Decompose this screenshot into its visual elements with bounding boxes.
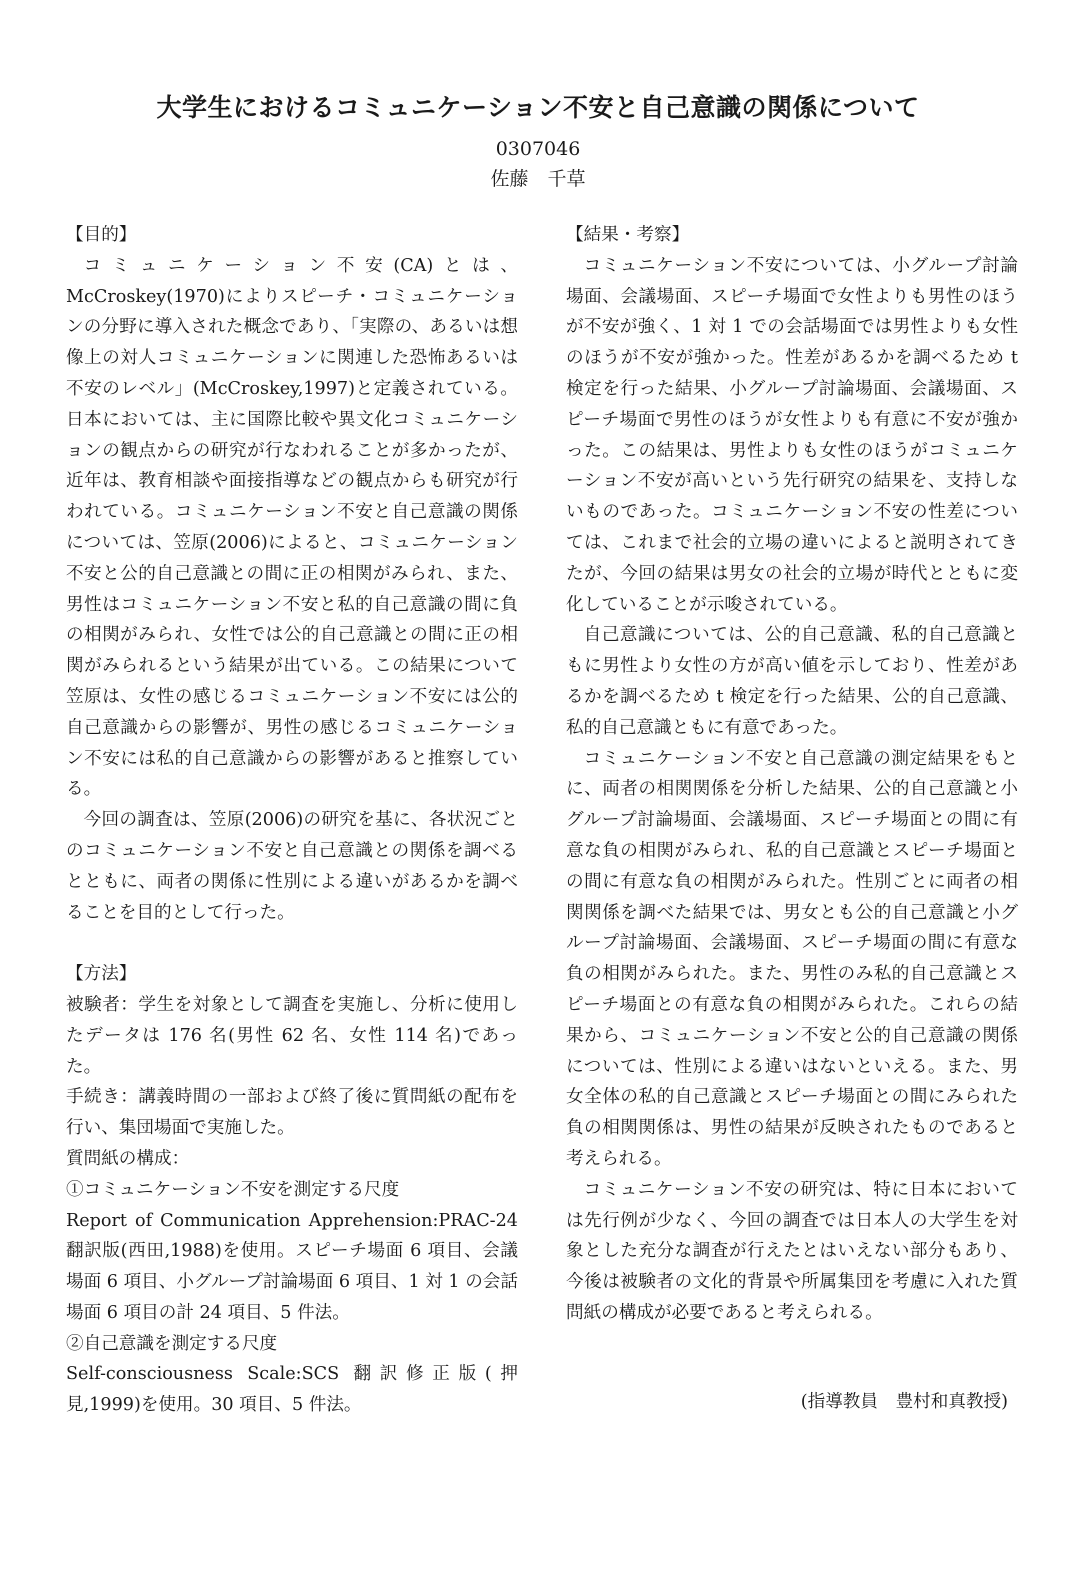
method-subjects: 被験者：学生を対象として調査を実施し、分析に使用したデータは 176 名(男性 62 名、女性 114 名)であった。 [66, 994, 518, 1077]
purpose-heading: 【目的】 [66, 225, 137, 245]
method-procedure: 手続き：講義時間の一部および終了後に質問紙の配布を行い、集団場面で実施した。 [66, 1087, 518, 1139]
results-paragraph: コミュニケーション不安の研究は、特に日本においては先行例が少なく、今回の調査では日本人の大学生を対象とした充分な調査が行えたとはいえない部分もあり、今後は被験者の文化的背景や所属集団を考慮に入れた質問紙の構成が必要であると考えられる。 [566, 1179, 1018, 1323]
method-scale-scs-label: ②自己意識を測定する尺度 [66, 1333, 278, 1354]
method-scale-ca-detail: Report of Communication Apprehension:PRAC-24 翻訳版(西田,1988)を使用。スピーチ場面 6 項目、会議場面 6 項目、小グループ討論場面 6 項目、1 対 1 の会話場面 6 項目の計 24 項目、5 件法。 [66, 1210, 518, 1323]
results-paragraph: 自己意識については、公的自己意識、私的自己意識ともに男性より女性の方が高い値を示しており、性差があるかを調べるため t 検定を行った結果、公的自己意識、私的自己意識ともに有意であった。 [566, 625, 1018, 738]
results-paragraph: コミュニケーション不安については、小グループ討論場面、会議場面、スピーチ場面で女性よりも男性のほうが不安が強く、1 対 1 での会話場面では男性よりも女性のほうが不安が強かった。性差があるかを調べるため t 検定を行った結果、小グループ討論場面、会議場面、スピーチ場面で男性のほうが女性よりも有意に不安が強かった。この結果は、男性よりも女性のほうがコミュニケーション不安が高いという先行研究の結果を、支持しないものであった。コミュニケーション不安の性差については、これまで社会的立場の違いによると説明されてきたが、今回の結果は男女の社会的立場が時代とともに変化していることが示唆されている。 [566, 255, 1018, 615]
method-scale-ca-label: ①コミュニケーション不安を測定する尺度 [66, 1179, 400, 1200]
method-heading: 【方法】 [66, 964, 137, 985]
results-paragraph: コミュニケーション不安と自己意識の測定結果をもとに、両者の相関関係を分析した結果、公的自己意識と小グループ討論場面、会議場面、スピーチ場面との間に有意な負の相関がみられ、私的自己意識とスピーチ場面との間に有意な負の相関がみられた。性別ごとに両者の相関関係を調べた結果では、男女とも公的自己意識と小グループ討論場面、会議場面、スピーチ場面の間に有意な負の相関がみられた。また、男性のみ私的自己意識とスピーチ場面との有意な負の相関がみられた。これらの結果から、コミュニケーション不安と公的自己意識の関係については、性別による違いはないといえる。また、男女全体の私的自己意識とスピーチ場面との間にみられた負の相関関係は、男性の結果が反映されたものであると考えられる。 [566, 748, 1018, 1169]
purpose-paragraph: 今回の調査は、笠原(2006)の研究を基に、各状況ごとのコミュニケーション不安と自己意識との関係を調べるとともに、両者の関係に性別による違いがあるかを調べることを目的として行った。 [66, 810, 518, 923]
author-name: 佐藤 千草 [490, 168, 586, 190]
section-gap [66, 928, 518, 959]
student-id: 0307046 [495, 138, 581, 160]
right-column [566, 220, 1018, 1329]
method-questionnaire-label: 質問紙の構成： [66, 1148, 190, 1169]
left-column [66, 220, 518, 1421]
method-scale-scs-detail: Self-consciousness Scale:SCS 翻訳修正版(押見,1999)を使用。30 項目、5 件法。 [66, 1364, 518, 1416]
paper-title: 大学生におけるコミュニケーション不安と自己意識の関係について [156, 93, 920, 122]
purpose-paragraph: コミュニケーション不安(CA)とは、McCroskey(1970)によりスピーチ・コミュニケーションの分野に導入された概念であり、「実際の、あるいは想像上の対人コミュニケーションに関連した恐怖あるいは不安のレベル」(McCroskey,1997)と定義されている。日本においては、主に国際比較や異文化コミュニケーションの観点からの研究が行なわれることが多かったが、近年は、教育相談や面接指導などの観点からも研究が行われている。コミュニケーション不安と自己意識の関係については、笠原(2006)によると、コミュニケーション不安と公的自己意識との間に正の相関がみられ、また、男性はコミュニケーション不安と私的自己意識の間に負の相関がみられ、女性では公的自己意識との間に正の相関がみられるという結果が出ている。この結果について笠原は、女性の感じるコミュニケーション不安には公的自己意識からの影響が、男性の感じるコミュニケーション不安には私的自己意識からの影響があると推察している。 [66, 255, 518, 800]
results-heading: 【結果・考察】 [566, 225, 690, 245]
advisor-credit: (指導教員 豊村和真教授) [800, 1392, 1008, 1412]
